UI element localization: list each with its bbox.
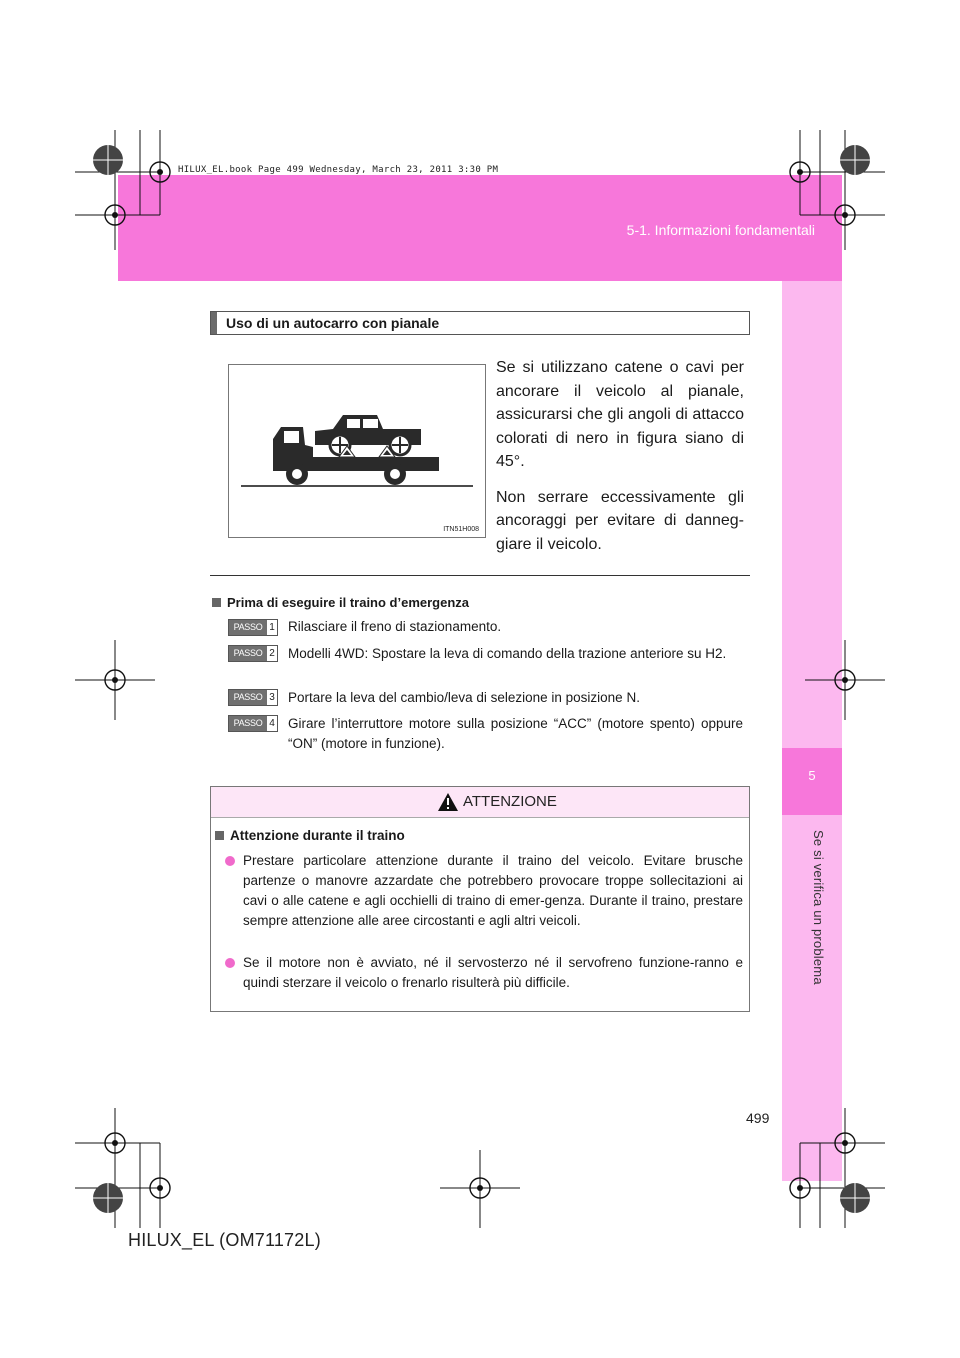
flatbed-truck-icon (229, 365, 485, 537)
document-code: HILUX_EL (OM71172L) (128, 1230, 321, 1250)
warning-title: ATTENZIONE (463, 793, 557, 810)
intro-paragraph: Non serrare eccessivamente gli ancoraggi per evitare di danneg-giare il veicolo. (496, 488, 744, 553)
step-text: Portare la leva del cambio/leva di selezione in posizione N. (288, 690, 640, 705)
illustration-code: ITN51H008 (443, 526, 479, 533)
intro-paragraph: Se si utilizzano catene o cavi per ancorare il veicolo al pianale, assicurarsi che gli angoli di attacco colorati di nero in figura siano di 45°. (496, 359, 744, 470)
section-heading (210, 311, 750, 335)
step-badge (228, 645, 278, 662)
step-badge-number: 3 (269, 692, 275, 703)
steps-title (212, 595, 469, 610)
step-text: Rilasciare il freno di stazionamento. (288, 619, 502, 634)
side-tab-number: 5 (808, 768, 816, 783)
section-title: 5-1. Informazioni fondamentali (626, 222, 815, 238)
side-tab-label: Se si verifica un problema (811, 830, 826, 985)
step-badge (228, 619, 278, 636)
step-badge-number: 1 (269, 622, 275, 633)
heading-bar (211, 312, 217, 334)
step-badge-label: PASSO (229, 646, 267, 661)
divider (210, 575, 750, 576)
warning-triangle-icon (437, 792, 459, 812)
illustration-flatbed-truck (228, 364, 486, 538)
warning-subtitle (215, 828, 405, 843)
square-bullet-icon (215, 831, 224, 840)
warning-box (210, 786, 750, 1012)
steps-title-text: Prima di eseguire il traino d’emergenza (227, 595, 470, 610)
step-badge-label: PASSO (229, 620, 267, 635)
warning-subtitle-text: Attenzione durante il traino (230, 828, 405, 843)
bullet-dot-icon (225, 958, 235, 968)
warning-bullet-text: Prestare particolare attenzione durante il traino del veicolo. Evitare brusche partenze o manovre azzardate che potrebbero provocare troppe sollecitazioni ai cavi o alle catene e agli occhielli di traino di emer-genza. Durante il traino, prestare sempre attenzione alle aree circostanti e agli altri veicoli. (243, 853, 743, 928)
warning-bullet (225, 851, 743, 931)
step-text: Girare l’interruttore motore sulla posizione “ACC” (motore spento) oppure “ON” (motore in funzione). (288, 716, 743, 751)
step-badge-number: 2 (269, 648, 275, 659)
step-text: Modelli 4WD: Spostare la leva di comando della trazione anteriore su H2. (288, 646, 727, 661)
step-badge-label: PASSO (229, 716, 267, 731)
step-badge (228, 689, 278, 706)
step-badge-label: PASSO (229, 690, 267, 705)
page-number: 499 (746, 1110, 770, 1126)
step-badge (228, 715, 278, 732)
warning-header (211, 787, 749, 818)
book-imprint: HILUX_EL.book Page 499 Wednesday, March 23, 2011 3:30 PM (178, 165, 499, 175)
warning-bullet (225, 953, 743, 993)
bullet-dot-icon (225, 856, 235, 866)
warning-bullet-text: Se il motore non è avviato, né il servosterzo né il servofreno funzione-ranno e quindi sterzare il veicolo o frenarlo risulterà più difficile. (243, 955, 743, 990)
square-bullet-icon (212, 598, 221, 607)
section-heading-text: Uso di un autocarro con pianale (226, 315, 440, 331)
intro-text (496, 356, 744, 568)
step-badge-number: 4 (269, 718, 275, 729)
